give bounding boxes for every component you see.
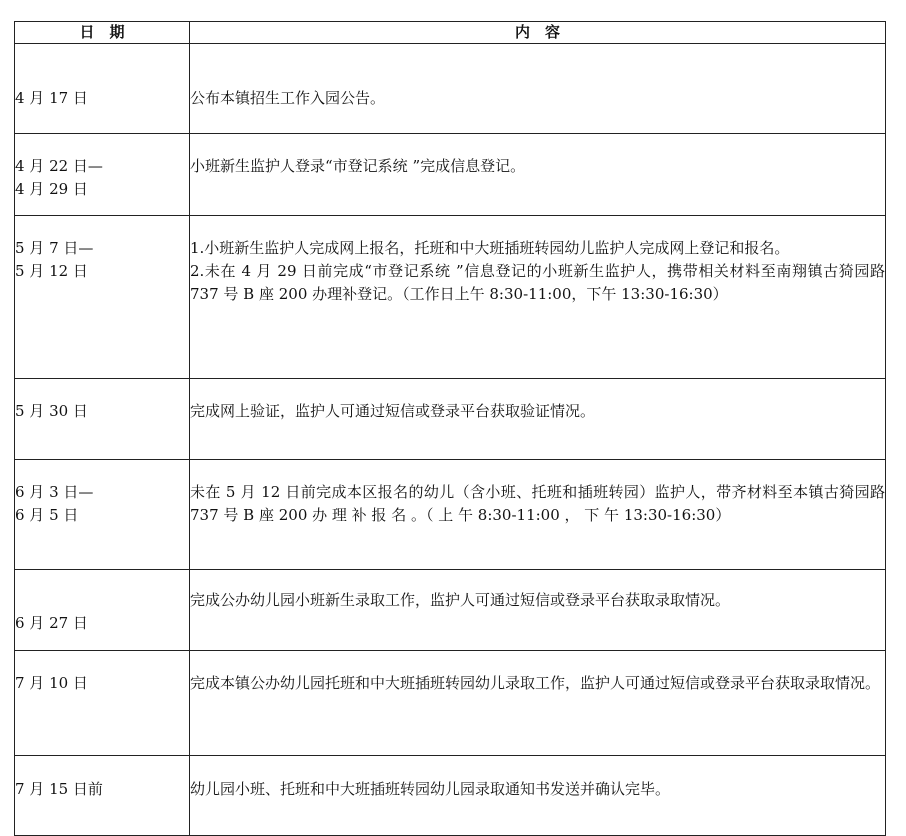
table-row [15, 756, 886, 836]
date-cell [15, 460, 190, 570]
date-column-header: 日 期 [15, 22, 190, 44]
content-line: 幼儿园小班、托班和中大班插班转园幼儿园录取通知书发送并确认完毕。 [190, 780, 671, 798]
table-row [15, 216, 886, 379]
content-column-header: 内 容 [190, 22, 886, 44]
content-cell [190, 134, 886, 216]
table-row [15, 460, 886, 570]
table-row [15, 651, 886, 756]
content-line: 完成公办幼儿园小班新生录取工作，监护人可通过短信或登录平台获取录取情况。 [190, 591, 731, 609]
content-cell [190, 44, 886, 134]
date-cell [15, 651, 190, 756]
table-header-row [15, 22, 886, 44]
content-line: 完成本镇公办幼儿园托班和中大班插班转园幼儿录取工作，监护人可通过短信或登录平台获取录取情况。 [190, 674, 881, 692]
date-line: 5 月 7 日— [15, 239, 94, 257]
content-line: 小班新生监护人登录“市登记系统 ”完成信息登记。 [190, 157, 526, 175]
date-cell [15, 216, 190, 379]
date-line: 7 月 10 日 [15, 674, 88, 692]
date-cell [15, 756, 190, 836]
content-line: 2.未在 4 月 29 日前完成“市登记系统 ”信息登记的小班新生监护人，携带相关材料至南翔镇古猗园路 737 号 B 座 200 办理补登记。（工作日上午 8:30-11:00，下午 13:30-16:30） [190, 262, 890, 303]
content-cell [190, 460, 890, 570]
date-cell [15, 134, 190, 216]
content-cell [190, 651, 886, 756]
date-cell [15, 570, 190, 651]
table-row [15, 570, 886, 651]
date-line: 4 月 29 日 [15, 180, 88, 198]
date-line: 6 月 5 日 [15, 506, 79, 524]
content-line: 完成网上验证，监护人可通过短信或登录平台获取验证情况。 [190, 402, 596, 420]
content-cell [190, 756, 886, 836]
date-cell [15, 379, 190, 460]
date-line: 4 月 17 日 [15, 89, 88, 107]
date-line: 5 月 12 日 [15, 262, 88, 280]
table-row [15, 134, 886, 216]
date-line: 6 月 3 日— [15, 483, 94, 501]
content-line: 未在 5 月 12 日前完成本区报名的幼儿（含小班、托班和插班转园）监护人，带齐材料至本镇古猗园路 737 号 B 座 200 办 理 补 报 名 。（ 上 午 8:30-11:00 ， 下 午 13:30-16:30） [190, 483, 890, 524]
date-line: 6 月 27 日 [15, 614, 88, 632]
date-line: 4 月 22 日— [15, 157, 103, 175]
table-row [15, 44, 886, 134]
content-cell [190, 570, 886, 651]
date-cell [15, 44, 190, 134]
content-line: 1.小班新生监护人完成网上报名，托班和中大班插班转园幼儿监护人完成网上登记和报名。 [190, 239, 790, 257]
schedule-table [14, 21, 890, 836]
content-cell [190, 216, 890, 379]
date-line: 7 月 15 日前 [15, 780, 103, 798]
content-line: 公布本镇招生工作入园公告。 [190, 89, 386, 107]
date-line: 5 月 30 日 [15, 402, 88, 420]
content-cell [190, 379, 886, 460]
table-row [15, 379, 886, 460]
